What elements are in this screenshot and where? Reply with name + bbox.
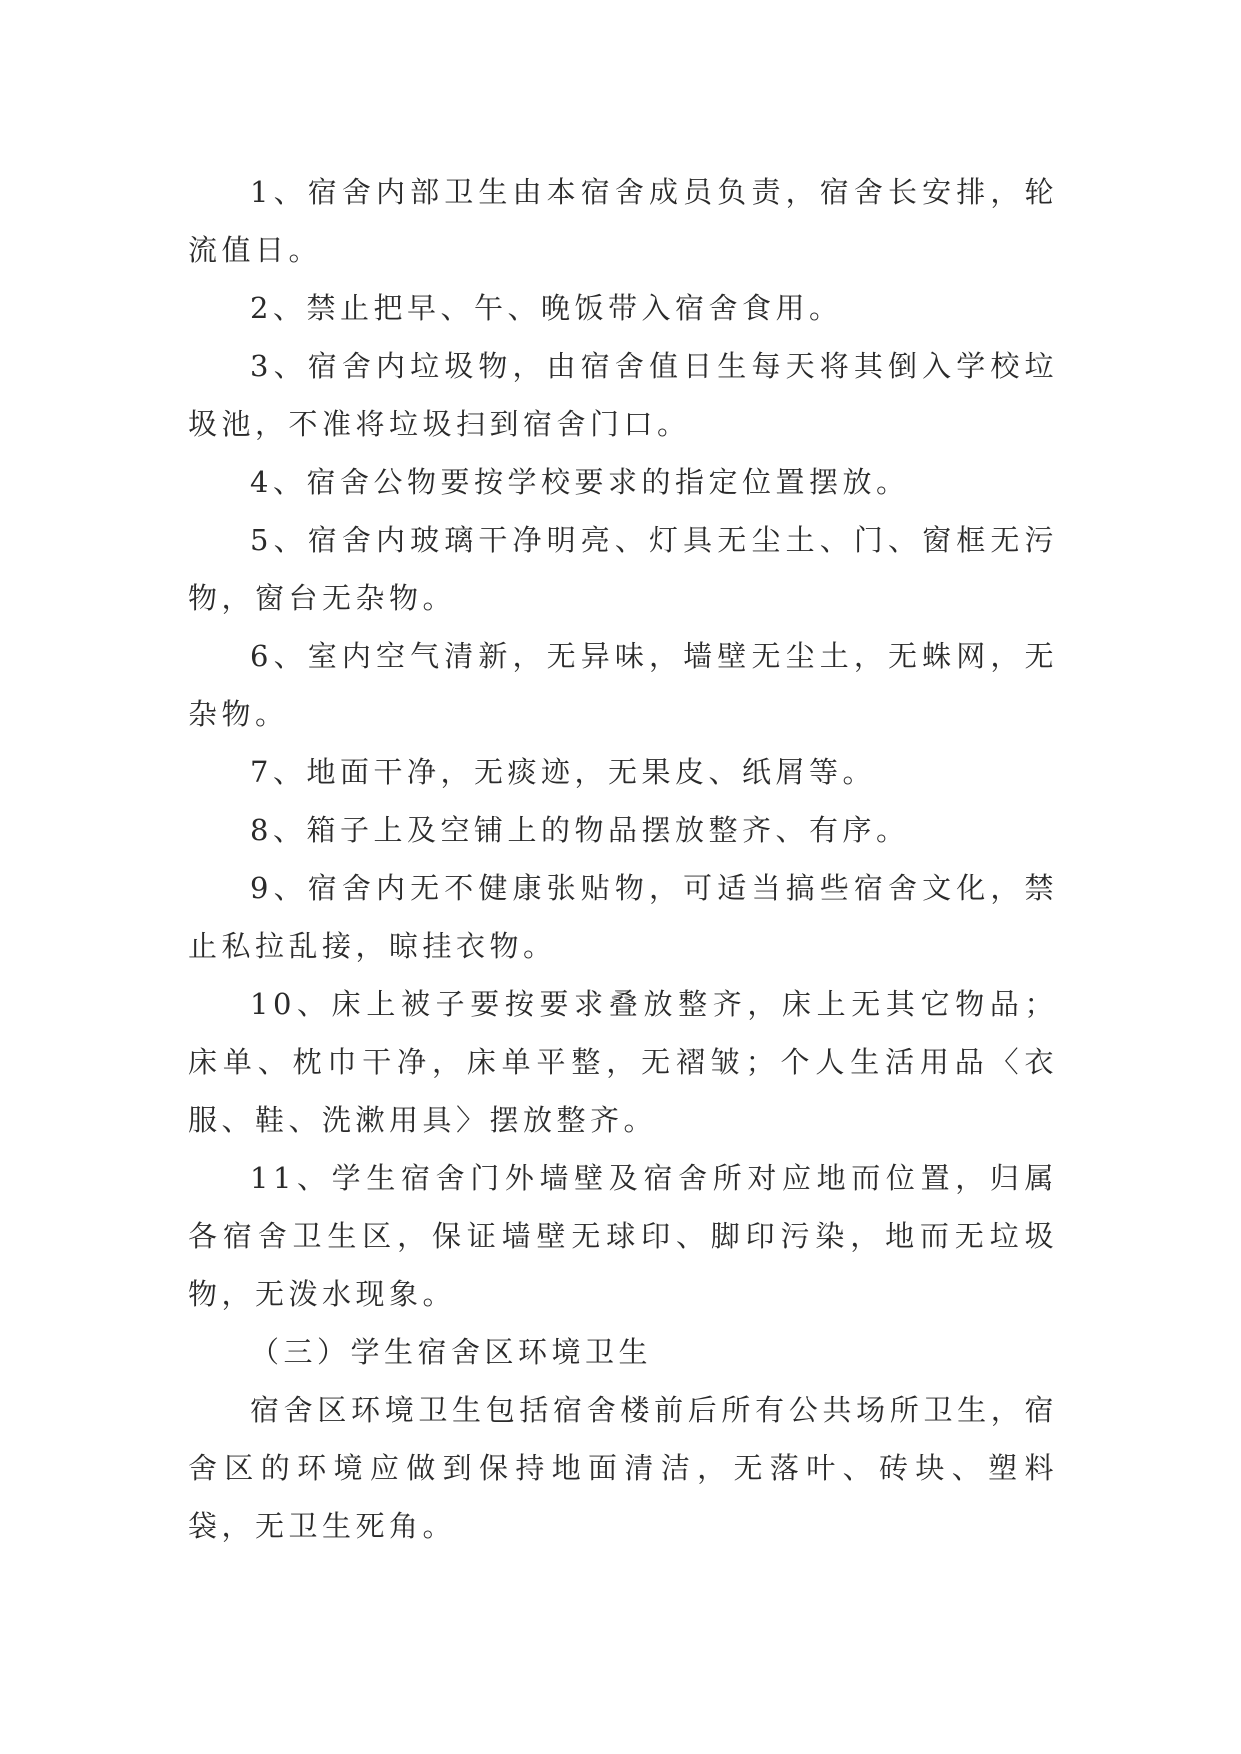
- rule-paragraph-3: 3、宿舍内垃圾物，由宿舍值日生每天将其倒入学校垃圾池，不准将垃圾扫到宿舍门口。: [188, 349, 1058, 441]
- rule-paragraph-7: 7、地面干净，无痰迹，无果皮、纸屑等。: [250, 755, 876, 789]
- rule-paragraph-9: 9、宿舍内无不健康张贴物，可适当搞些宿舍文化，禁止私拉乱接，晾挂衣物。: [188, 871, 1058, 963]
- rule-paragraph-8: 8、箱子上及空铺上的物品摆放整齐、有序。: [250, 813, 910, 847]
- section-heading: （三）学生宿舍区环境卫生: [250, 1335, 653, 1369]
- rule-paragraph-4: 4、宿舍公物要按学校要求的指定位置摆放。: [250, 465, 910, 499]
- rule-paragraph-5: 5、宿舍内玻璃干净明亮、灯具无尘土、门、窗框无污物，窗台无杂物。: [188, 523, 1058, 615]
- document-body: [188, 163, 1058, 1555]
- rule-paragraph-1: 1、宿舍内部卫生由本宿舍成员负责，宿舍长安排，轮流值日。: [188, 175, 1058, 267]
- rule-paragraph-6: 6、室内空气清新，无异味，墙壁无尘土，无蛛网，无杂物。: [188, 639, 1058, 731]
- rule-paragraph-10: 10、床上被子要按要求叠放整齐，床上无其它物品；床单、枕巾干净，床单平整，无褶皱；个人生活用品〈衣服、鞋、洗漱用具〉摆放整齐。: [188, 987, 1058, 1137]
- rule-paragraph-11: 11、学生宿舍门外墙壁及宿舍所对应地而位置，归属各宿舍卫生区，保证墙壁无球印、脚印污染，地而无垃圾物，无泼水现象。: [188, 1161, 1058, 1311]
- rule-paragraph-2: 2、禁止把早、午、晚饭带入宿舍食用。: [250, 291, 843, 325]
- section-paragraph-1: 宿舍区环境卫生包括宿舍楼前后所有公共场所卫生，宿舍区的环境应做到保持地面清洁，无落叶、砖块、塑料袋，无卫生死角。: [188, 1393, 1058, 1543]
